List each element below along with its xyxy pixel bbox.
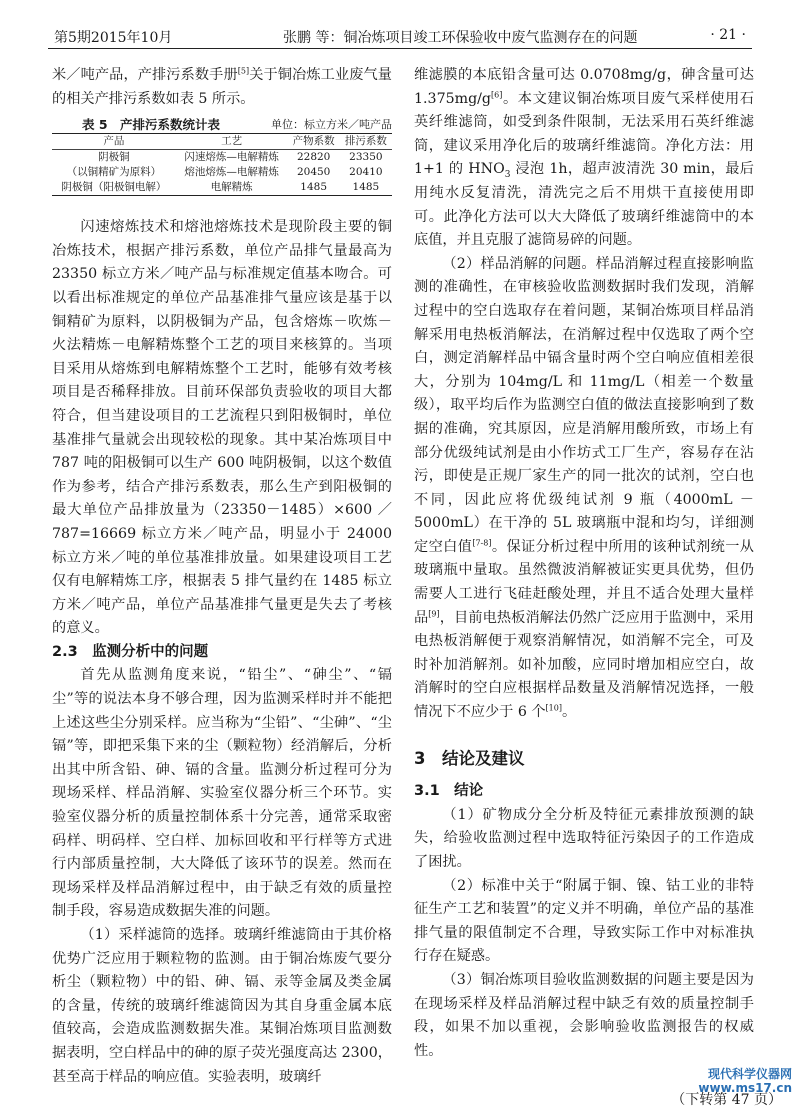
- section-heading-2-3: 2.3 监测分析中的问题: [52, 643, 209, 660]
- table-cell: 20410: [349, 166, 383, 179]
- page-number: · 21 ·: [710, 27, 746, 43]
- citation: [5]: [237, 66, 250, 76]
- conclusion-item: （3）铜冶炼项目验收监测数据的问题主要是因为在现场采样及样品消解过程中缺乏有效的质量控制手段，如果不加以重视，会影响验收监测报告的权威性。: [414, 971, 754, 1059]
- table-caption: [52, 113, 392, 131]
- subscript: 3: [504, 170, 511, 181]
- section-heading-3-1: 3.1 结论: [414, 783, 484, 800]
- paragraph: （2）样品消解的问题。样品消解过程直接影响监测的准确性，在审核验收监测数据时我们发现，消解过程中的空白选取存在着问题，某铜冶炼项目样品消解采用电热板消解法，在消解过程中仅选取了两个空白，测定消解样品中镉含量时两个空白响应值相差很大，分别为 104mg/L 和 11mg/L（相差一个数量级），取平均后作为监测空白值的做法直接影响到了数据的准确，究其原因，应是消解用酸所致，市场上有部分优级纯试剂是由小作坊式工厂生产，容易存在沾污，即使是正规厂家生产的同一批次的试剂，空白也不同，因此应将优级纯试剂 9 瓶（4000mL － 5000mL）在干净的 5L 玻璃瓶中混和均匀，详细测定空白值[7-8]。保证分析过程中所用的该种试剂统一从玻璃瓶中量取。虽然微波消解被证实更具优势，但仍需要人工进行飞硅赶酸处理，并且不适合处理大量样品[9]，目前电热板消解法仍然广泛应用于监测中，采用电热板消解便于观察消解情况，如消解不完全，可及时补加消解剂。如补加酸，应同时增加相应空白，故消解时的空白应根据样品数量及消解情况选择，一般情况下不应少于 6 个[10]。: [414, 255, 754, 721]
- issue-label: 第5期2015年10月: [54, 30, 173, 46]
- conclusion-item: （2）标准中关于“附属于铜、镍、钴工业的非特征生产工艺和装置”的定义并不明确，单位产品的基准排气量的限值制定不合理，导致实际工作中对标准执行存在疑惑。: [414, 877, 754, 965]
- header-cell: 产物系数: [288, 134, 340, 150]
- table-row: [52, 150, 392, 166]
- paragraph: （1）采样滤筒的选择。玻璃纤维滤筒由于其价格优势广泛应用于颗粒物的监测。由于铜冶炼废气要分析尘（颗粒物）中的铅、砷、镉、汞等金属及类金属的含量，传统的玻璃纤维滤筒因为其自身重金属本底值较高，会造成监测数据失准。某铜冶炼项目监测数据表明，空白样品中的砷的原子荧光强度高达 2300，甚至高于样品的响应值。实验表明，玻璃纤: [52, 927, 392, 1085]
- watermark-url: www.ms17.cn: [698, 1081, 792, 1095]
- table-cell: 电解精炼: [210, 181, 253, 194]
- watermark-name: 现代科学仪器网: [707, 1067, 792, 1081]
- table-title: 表 5 产排污系数统计表: [82, 117, 221, 133]
- conclusion-item: （1）矿物成分全分析及特征元素排放预测的缺失，给验收监测过程中选取特征污染因子的工作造成了困扰。: [414, 806, 754, 870]
- running-header: [48, 24, 752, 49]
- table-cell: 1485: [352, 181, 380, 194]
- paragraph: 首先从监测角度来说，“铅尘”、“砷尘”、“镉尘”等的说法本身不够合理，因为监测采样时并不能把上述这些尘分别采样。应当称为“尘铅”、“尘砷”、“尘镉”等，即把采集下来的尘（颗粒物）经消解后，分析出其中所含铅、砷、镉的含量。监测分析过程可分为现场采样、样品消解、实验室仪器分析三个环节。实验室仪器分析的质量控制体系十分完善，通常采取密码样、明码样、空白样、加标回收和平行样等方式进行内部质量控制，大大降低了该环节的误差。然而在现场采样及样品消解过程中，由于缺乏有效的质量控制手段，容易造成数据失准的问题。: [52, 667, 392, 920]
- section-heading-3: 3 结论及建议: [414, 748, 525, 768]
- table-cell: 阴极铜（阳极铜电解）: [61, 181, 167, 194]
- table-row: [52, 180, 392, 196]
- citation: [10]: [545, 703, 562, 713]
- citation: [6]: [491, 89, 503, 99]
- table-cell: （以铜精矿为原料）: [66, 166, 162, 179]
- paragraph: 维滤膜的本底铅含量可达 0.0708mg/g，砷含量可达 1.375mg/g[6]。本文建议铜冶炼项目废气采样使用石英纤维滤筒，如受到条件限制，无法采用石英纤维滤筒，建议采用净化后的玻璃纤维滤筒。净化方法：用 1+1 的 $HNO_3$ 浸泡 1h，超声波清洗 30 min，最后用纯水反复清洗，清洗完之后不用烘干直接使用即可。此净化方法可以大大降低了玻璃纤维滤筒中的本底值，并且克服了滤筒易碎的问题。: [414, 67, 754, 249]
- left-column: [52, 64, 392, 1089]
- table-cell: 20450: [296, 166, 331, 179]
- header-cell: 工艺: [176, 134, 288, 150]
- table-cell: 1485: [300, 181, 328, 194]
- citation: [7-8]: [472, 538, 492, 548]
- continued-note: （下转第 47 页）: [671, 1092, 782, 1108]
- header-cell: 产品: [52, 134, 176, 150]
- header-cell: 排污系数: [340, 134, 392, 150]
- table-cell: 23350: [349, 151, 383, 164]
- table-cell: 熔池熔炼—电解精炼: [184, 166, 279, 179]
- table-cell: 阴极铜: [98, 151, 130, 164]
- citation: [9]: [428, 608, 440, 618]
- table-cell: 22820: [296, 151, 331, 164]
- emission-coefficient-table: [52, 133, 392, 196]
- table-unit: 单位：标立方米／吨产品: [271, 118, 392, 132]
- paragraph: 米／吨产品，产排污系数手册[5]关于铜冶炼工业废气量的相关产排污系数如表 5 所示。: [52, 66, 392, 107]
- header-title: 张鹏 等：铜冶炼项目竣工环保验收中废气监测存在的问题: [283, 30, 638, 46]
- table-cell: 闪速熔炼—电解精炼: [184, 151, 279, 164]
- paragraph: 闪速熔炼技术和熔池熔炼技术是现阶段主要的铜冶炼技术，根据产排污系数，单位产品排气量最高为 23350 标立方米／吨产品与标准规定值基本吻合。可以看出标准规定的单位产品基准排气量应该是基于以铜精矿为原料，以阴极铜为产品，包含熔炼－吹炼－火法精炼－电解精炼整个工艺的项目来核算的。当项目采用从熔炼到电解精炼整个工艺时，能够有效考核项目是否稀释排放。目前环保部负责验收的项目大都符合，但当建设项目的工艺流程只到阳极铜时，单位基准排气量就会出现较松的现象。其中某冶炼项目中 787 吨的阳极铜可以生产 600 吨阴极铜，以这个数值作为参考，结合产排污系数表，那么生产到阳极铜的最大单位产品排放量为（23350－1485）×600 ／ 787=16669 标立方米／吨产品，明显小于 24000 标立方米／吨的单位基准排放量。如果建设项目工艺仅有电解精炼工序，根据表 5 排气量约在 1485 标立方米／吨产品，单位产品基准排气量更是失去了考核的意义。: [52, 219, 392, 637]
- right-column: [414, 64, 754, 1063]
- table-row: [52, 165, 392, 180]
